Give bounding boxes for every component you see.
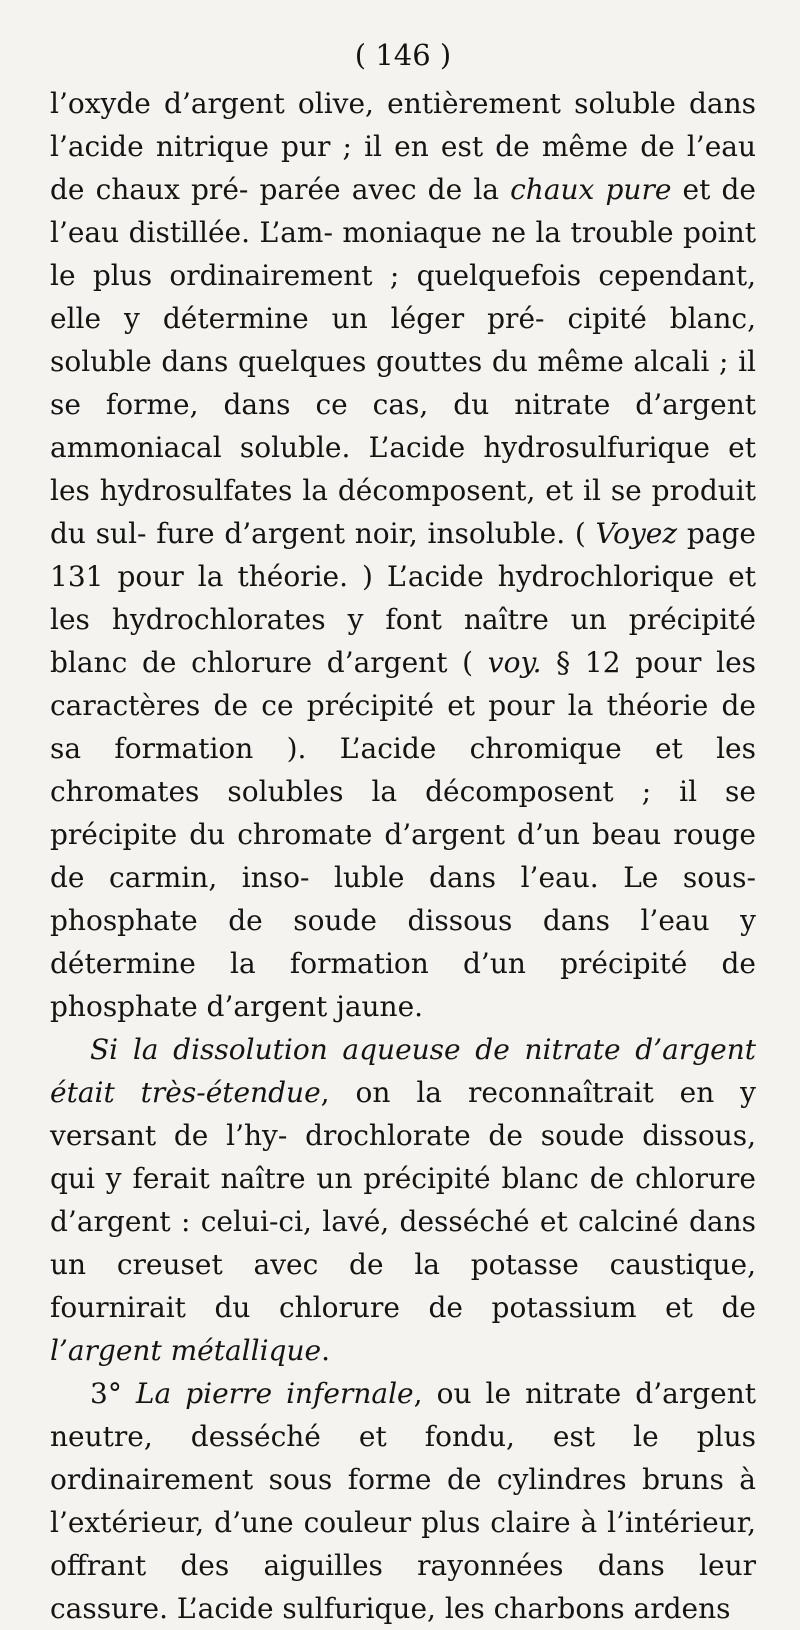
italic-run: Si la dissolution aqueuse de nitrate d’argent était très-étendue — [50, 1033, 756, 1109]
italic-run: chaux pure — [510, 173, 672, 206]
text-run: l’oxyde d’argent olive, entièrement soluble dans l’acide nitrique pur ; il en est de même de l’eau de chaux pré- parée avec de la — [50, 87, 756, 206]
paragraph-2 — [50, 1028, 756, 1372]
text-run: , on la reconnaîtrait en y versant de l’hy- drochlorate de soude dissous, qui y ferait naître un précipité blanc de chlorure d’argent : celui-ci, lavé, desséché et calciné dans un creuset avec de la potasse caustique, fournirait du chlorure de potassium et de — [50, 1076, 757, 1324]
text-run: , ou le nitrate d’argent neutre, desséché et fondu, est le plus ordinairement sous forme de cylindres bruns à l’extérieur, d’une couleur plus claire à l’intérieur, offrant des aiguilles rayonnées dans leur cassure. L’acide sulfurique, les charbons ardens — [50, 1377, 756, 1625]
text-run: § 12 pour les caractères de ce précipité et pour la théorie de sa formation ). L’acide chromique et les chromates solubles la décomposent ; il se précipite du chromate d’argent d’un beau rouge de carmin, inso- luble dans l’eau. Le sous-phosphate de soude dissous dans l’eau y détermine la formation d’un précipité de phosphate d’argent jaune. — [50, 646, 757, 1023]
text-run: et de l’eau distillée. L’am- moniaque ne la trouble point le plus ordinairement ; quelquefois cependant, elle y détermine un léger pré- cipité blanc, soluble dans quelques gouttes du même alcali ; il se forme, dans ce cas, du nitrate d’argent ammoniacal soluble. L’acide hydrosulfurique et les hydrosulfates la décomposent, et il se produit du sul- fure d’argent noir, insoluble. ( — [50, 173, 757, 550]
paragraph-3 — [50, 1372, 756, 1630]
italic-run: Voyez — [595, 517, 678, 550]
paragraph-1 — [50, 82, 756, 1028]
body-text — [50, 82, 756, 1630]
text-run: 3° — [90, 1377, 136, 1410]
italic-run: l’argent métallique — [50, 1334, 322, 1367]
text-run: . — [321, 1334, 330, 1367]
page-number: ( 146 ) — [354, 38, 452, 72]
text-run: page 131 pour la théorie. ) L’acide hydrochlorique et les hydrochlorates y font naître un précipité blanc de chlorure d’argent ( — [50, 517, 756, 679]
italic-run: voy. — [487, 646, 542, 679]
italic-run: La pierre infernale — [135, 1377, 414, 1410]
